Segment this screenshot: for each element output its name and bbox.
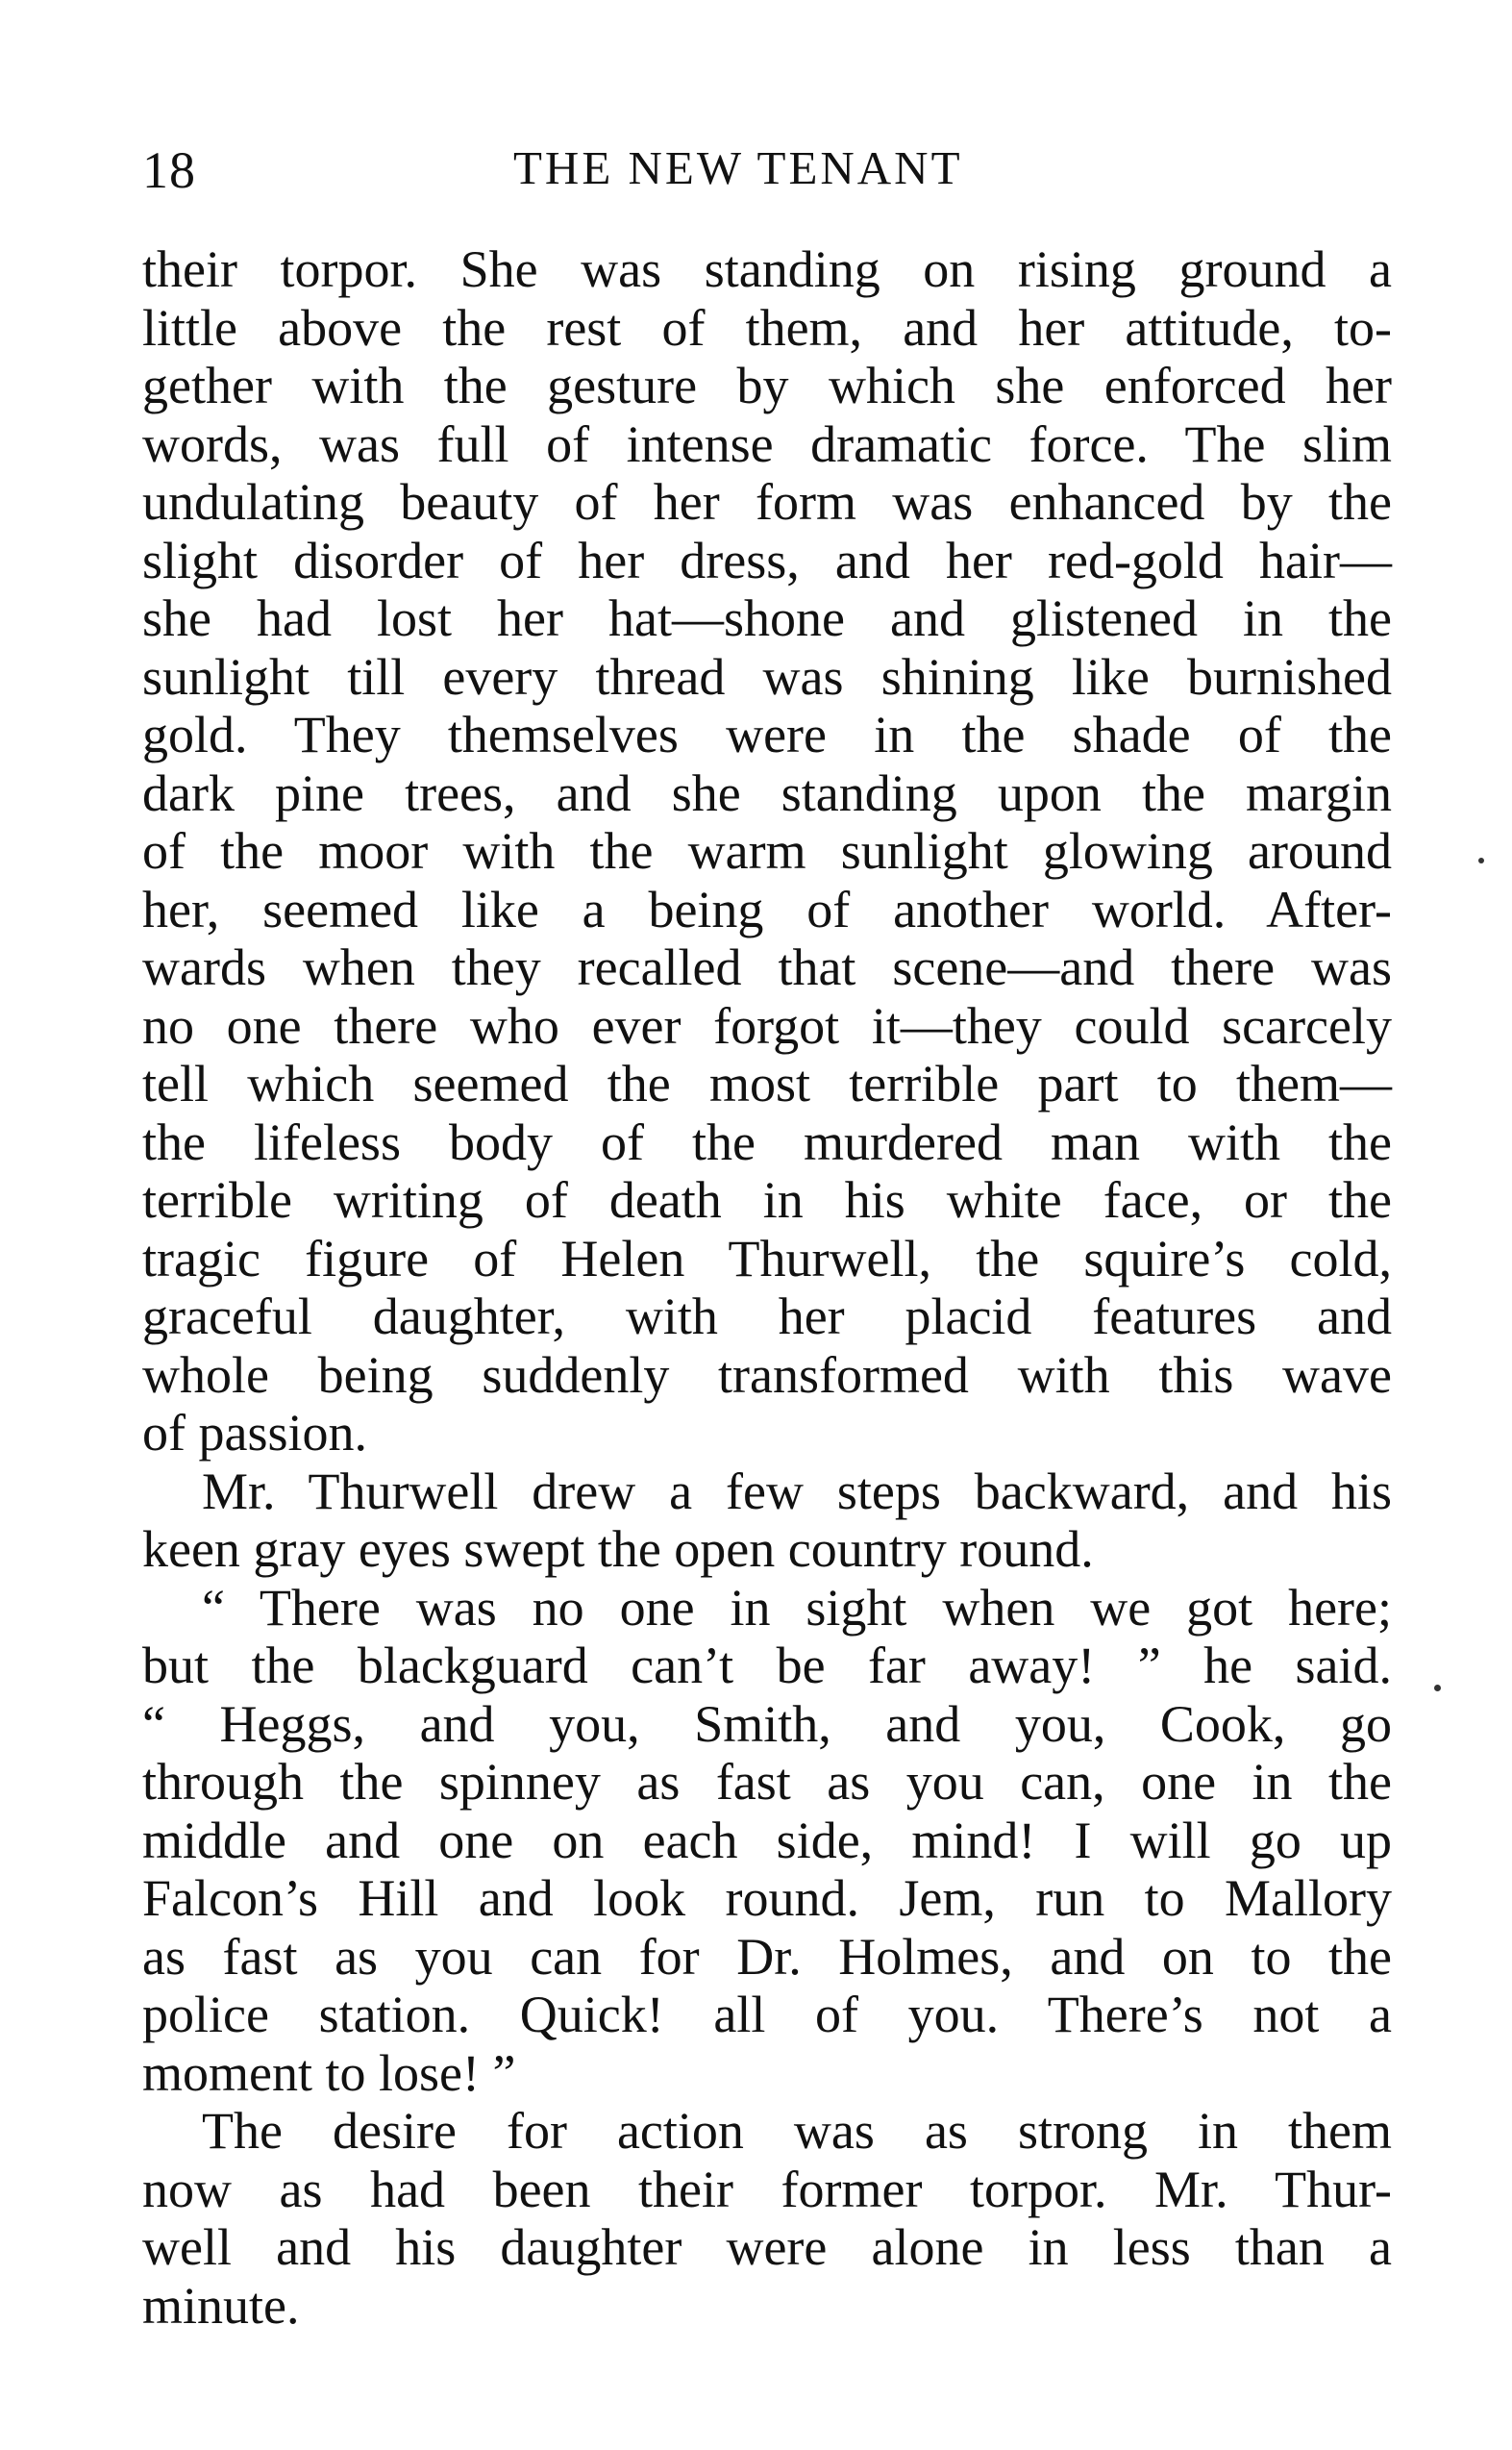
margin-speck — [1478, 858, 1484, 863]
text-line: her, seemed like a being of another world. After- — [142, 880, 1392, 938]
paragraph-end-line: minute. — [142, 2276, 300, 2335]
text-line: their torpor. She was standing on rising ground a — [142, 240, 1392, 298]
paragraph-start-line: “ There was no one in sight when we got here; — [202, 1578, 1392, 1637]
paragraph-start-line: The desire for action was as strong in them — [202, 2102, 1392, 2160]
text-line: slight disorder of her dress, and her red-gold hair— — [142, 531, 1392, 589]
paragraph-end-line: moment to lose! ” — [142, 2043, 516, 2102]
text-line: undulating beauty of her form was enhanced by the — [142, 473, 1392, 531]
text-line: little above the rest of them, and her attitude, to- — [142, 298, 1392, 357]
margin-speck — [1434, 1685, 1441, 1691]
text-line: gold. They themselves were in the shade of the — [142, 706, 1392, 763]
page-number: 18 — [142, 141, 196, 199]
text-line: she had lost her hat—shone and glistened in the — [142, 589, 1392, 647]
text-line: but the blackguard can’t be far away! ” he said. — [142, 1637, 1392, 1694]
body-text — [142, 240, 1392, 2335]
paragraph-end-line: keen gray eyes swept the open country round. — [142, 1520, 1094, 1578]
text-line: wards when they recalled that scene—and there was — [142, 938, 1392, 996]
text-line: “ Heggs, and you, Smith, and you, Cook, go — [142, 1694, 1392, 1753]
paragraph-start-line: Mr. Thurwell drew a few steps backward, and his — [202, 1462, 1392, 1520]
text-line: of the moor with the warm sunlight glowing around — [142, 822, 1392, 880]
text-line: words, was full of intense dramatic force. The slim — [142, 414, 1392, 473]
text-line: the lifeless body of the murdered man with the — [142, 1112, 1392, 1171]
running-title: THE NEW TENANT — [513, 141, 963, 194]
running-head — [142, 140, 1392, 208]
text-line: sunlight till every thread was shining like burnished — [142, 647, 1392, 706]
paragraph-end-line: of passion. — [142, 1404, 367, 1462]
text-line: whole being suddenly transformed with this wave — [142, 1345, 1392, 1404]
text-line: as fast as you can for Dr. Holmes, and on to the — [142, 1927, 1392, 1986]
text-line: gether with the gesture by which she enforced her — [142, 357, 1392, 414]
text-line: no one there who ever forgot it—they could scarcely — [142, 996, 1392, 1055]
text-line: now as had been their former torpor. Mr. Thur- — [142, 2160, 1392, 2218]
text-line: terrible writing of death in his white face, or the — [142, 1171, 1392, 1229]
text-line: police station. Quick! all of you. There’s not a — [142, 1986, 1392, 2043]
text-line: through the spinney as fast as you can, one in the — [142, 1753, 1392, 1811]
text-line: Falcon’s Hill and look round. Jem, run to Mallory — [142, 1869, 1392, 1927]
text-line: tell which seemed the most terrible part to them— — [142, 1055, 1392, 1112]
text-line: tragic figure of Helen Thurwell, the squire’s cold, — [142, 1229, 1392, 1288]
text-line: dark pine trees, and she standing upon the margin — [142, 763, 1392, 822]
text-line: graceful daughter, with her placid features and — [142, 1288, 1392, 1345]
text-line: middle and one on each side, mind! I will go up — [142, 1811, 1392, 1869]
text-line: well and his daughter were alone in less than a — [142, 2218, 1392, 2276]
